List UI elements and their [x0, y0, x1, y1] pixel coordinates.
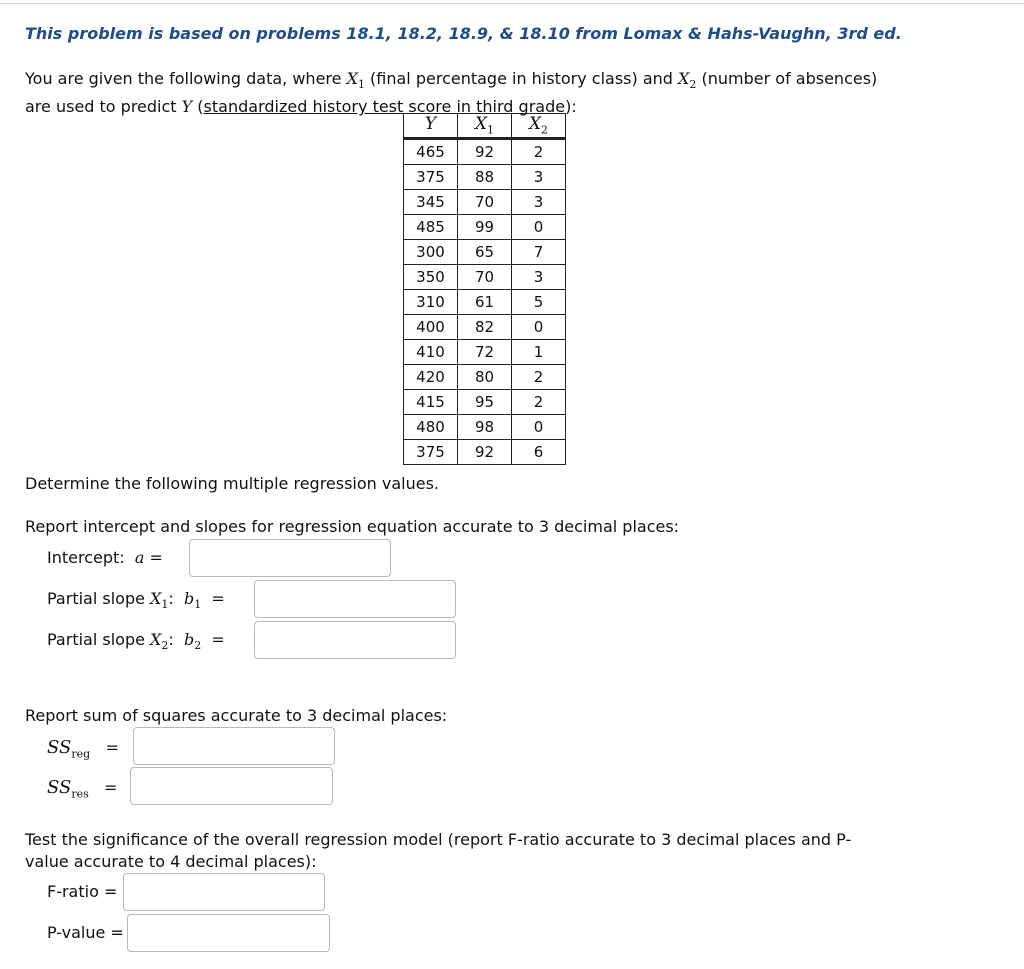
table-row: [404, 290, 566, 315]
cell-x1: 70: [458, 265, 512, 290]
header-x2: $X_2$: [512, 114, 566, 139]
ssreg-label: $SS_{reg}$ =: [47, 737, 119, 761]
cell-y: 415: [404, 390, 458, 415]
top-divider: [0, 3, 1024, 4]
cell-y: 345: [404, 190, 458, 215]
table-row: [404, 365, 566, 390]
coefficients-instruction: Report intercept and slopes for regression equation accurate to 3 decimal places:: [25, 517, 680, 536]
table-row: [404, 190, 566, 215]
cell-x2: 3: [512, 190, 566, 215]
slope2-label: Partial slope $X_2$: $b_2$ =: [47, 630, 225, 653]
header-y: Y: [404, 114, 458, 139]
cell-x2: 3: [512, 165, 566, 190]
cell-x2: 0: [512, 315, 566, 340]
x1-symbol: $X_1$: [346, 69, 365, 92]
cell-y: 465: [404, 139, 458, 165]
cell-x2: 2: [512, 390, 566, 415]
cell-x1: 70: [458, 190, 512, 215]
cell-x2: 1: [512, 340, 566, 365]
header-x1: $X_1$: [458, 114, 512, 139]
table-row: [404, 139, 566, 165]
cell-x1: 92: [458, 139, 512, 165]
cell-x2: 3: [512, 265, 566, 290]
slope2-input[interactable]: [254, 621, 456, 659]
cell-x1: 65: [458, 240, 512, 265]
problem-intro: You are given the following data, where $X_1$ (final percentage in history class) and $X_2$ (number of absences) are used to predict Y (standardized history test score in third grade):: [25, 69, 878, 117]
cell-x1: 72: [458, 340, 512, 365]
cell-x1: 99: [458, 215, 512, 240]
cell-x1: 95: [458, 390, 512, 415]
data-table: [403, 113, 566, 465]
table-header-row: [404, 114, 566, 139]
cell-x1: 92: [458, 440, 512, 465]
ssreg-input[interactable]: [133, 727, 335, 765]
cell-x2: 0: [512, 215, 566, 240]
x2-symbol: $X_2$: [678, 69, 697, 92]
table-row: [404, 340, 566, 365]
table-row: [404, 390, 566, 415]
table-row: [404, 240, 566, 265]
cell-y: 480: [404, 415, 458, 440]
cell-x1: 61: [458, 290, 512, 315]
table-row: [404, 440, 566, 465]
slope1-label: Partial slope $X_1$: $b_1$ =: [47, 589, 225, 612]
ss-instruction: Report sum of squares accurate to 3 decimal places:: [25, 706, 448, 725]
test-instruction-line2: value accurate to 4 decimal places):: [25, 852, 317, 871]
cell-y: 400: [404, 315, 458, 340]
cell-x1: 98: [458, 415, 512, 440]
cell-y: 310: [404, 290, 458, 315]
cell-y: 410: [404, 340, 458, 365]
slope1-input[interactable]: [254, 580, 456, 618]
cell-x1: 80: [458, 365, 512, 390]
table-row: [404, 215, 566, 240]
cell-y: 300: [404, 240, 458, 265]
table-row: [404, 315, 566, 340]
cell-y: 375: [404, 440, 458, 465]
pvalue-input[interactable]: [127, 914, 330, 952]
cell-x1: 82: [458, 315, 512, 340]
table-row: [404, 415, 566, 440]
ssres-input[interactable]: [130, 767, 333, 805]
cell-x2: 0: [512, 415, 566, 440]
table-row: [404, 165, 566, 190]
y-symbol: Y: [181, 97, 193, 117]
table-row: [404, 265, 566, 290]
determine-text: Determine the following multiple regression values.: [25, 474, 440, 493]
cell-y: 350: [404, 265, 458, 290]
cell-x2: 2: [512, 139, 566, 165]
cell-y: 485: [404, 215, 458, 240]
cell-x1: 88: [458, 165, 512, 190]
test-instruction-line1: Test the significance of the overall regression model (report F-ratio accurate to 3 decimal places and P-: [25, 830, 852, 849]
cell-y: 375: [404, 165, 458, 190]
cell-x2: 5: [512, 290, 566, 315]
cell-y: 420: [404, 365, 458, 390]
fratio-input[interactable]: [123, 873, 325, 911]
ssres-label: $SS_{res}$ =: [47, 777, 118, 801]
fratio-label: F-ratio =: [47, 882, 118, 901]
intercept-input[interactable]: [189, 539, 391, 577]
cell-x2: 6: [512, 440, 566, 465]
intercept-label: Intercept: a =: [47, 548, 163, 567]
pvalue-label: P-value =: [47, 923, 124, 942]
cell-x2: 2: [512, 365, 566, 390]
source-note: This problem is based on problems 18.1, 18.2, 18.9, & 18.10 from Lomax & Hahs-Vaughn, 3rd ed.: [25, 24, 902, 43]
cell-x2: 7: [512, 240, 566, 265]
